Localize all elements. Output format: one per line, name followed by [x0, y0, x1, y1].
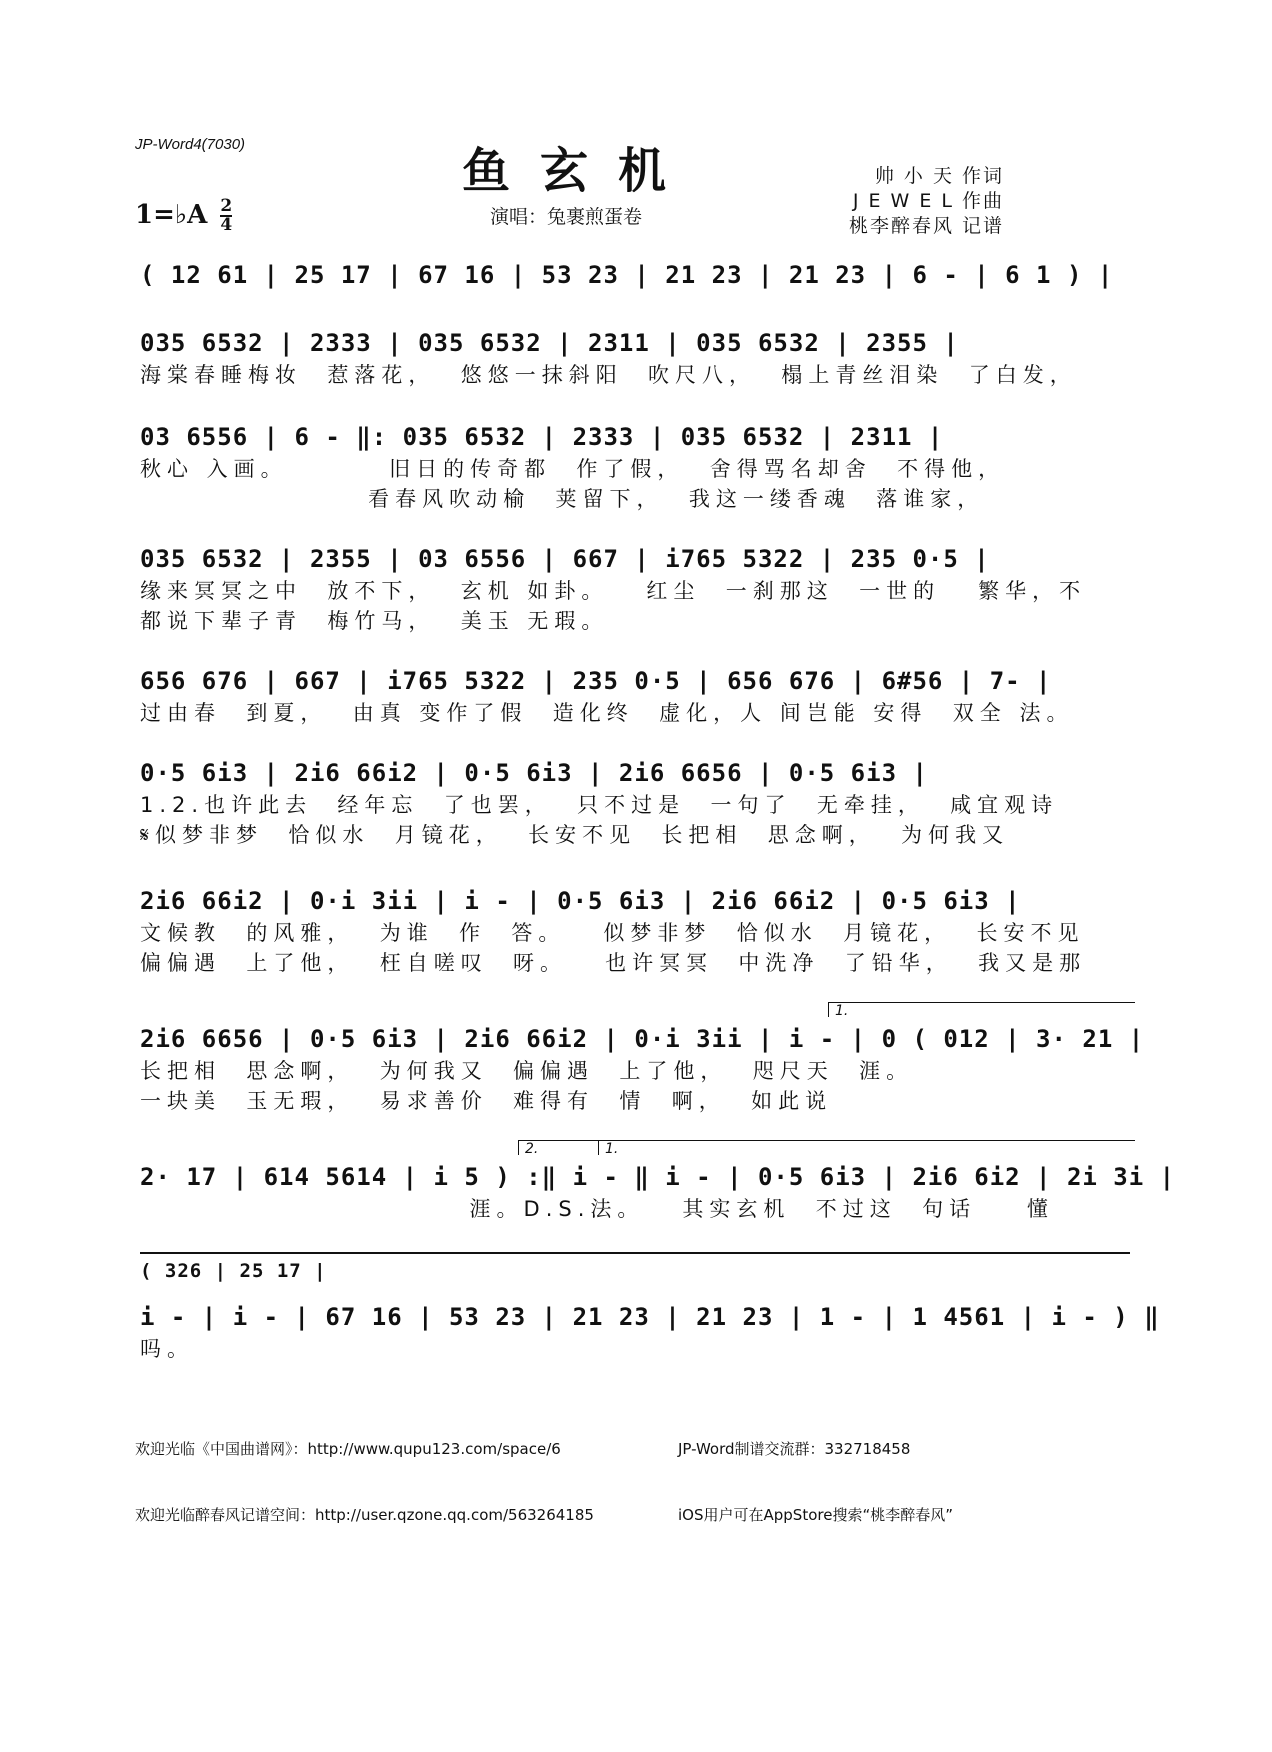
- time-signature: [220, 198, 232, 234]
- lyric-line: 长把相 思念啊， 为何我又 偏偏遇 上了他， 咫尺天 涯。: [140, 1059, 914, 1083]
- score-row: [140, 884, 1132, 978]
- lyric-line: 文候教 的风雅， 为谁 作 答。 似梦非梦 恰似水 月镜花， 长安不见: [140, 921, 1085, 945]
- score-row: [140, 1300, 1160, 1364]
- notes-line: 2· 17 | 614 5614 | i 5 ) :‖ i - ‖ i - | 0·5 6i3 | 2i6 6i2 | 2i 3i |: [140, 1163, 1176, 1191]
- key-label: 1=♭A: [135, 200, 208, 230]
- performer: 演唱：兔裹煎蛋卷: [490, 206, 643, 228]
- volta-bracket: 1.: [598, 1140, 1135, 1155]
- score-row: [140, 420, 1132, 514]
- lyric-line: 偏偏遇 上了他， 枉自嗟叹 呀。 也许冥冥 中洗净 了铅华， 我又是那: [140, 951, 1087, 975]
- score-row: [140, 1160, 1176, 1224]
- lyric-line: 秋心 入画。 旧日的传奇都 作了假， 舍得骂名却舍 不得他，: [140, 457, 1006, 481]
- footer-group: JP-Word制谱交流群：332718458: [678, 1440, 911, 1458]
- score-row-small: [140, 1258, 1132, 1284]
- notes-line: 656 676 | 667 | i765 5322 | 235 0·5 | 656 676 | 6#56 | 7- |: [140, 667, 1052, 695]
- lyric-line: 缘来冥冥之中 放不下， 玄机 如卦。 红尘 一刹那这 一世的 繁华，不: [140, 579, 1087, 603]
- time-top: 2: [220, 196, 233, 216]
- notes-line: ( 326 | 25 17 |: [140, 1260, 327, 1282]
- score-row: [140, 258, 1132, 292]
- footer-link-qzone[interactable]: 欢迎光临醉春风记谱空间：http://user.qzone.qq.com/563264185: [135, 1506, 594, 1524]
- notes-line: 03 6556 | 6 - ‖: 035 6532 | 2333 | 035 6532 | 2311 |: [140, 423, 944, 451]
- lyricist: 帅 小 天 作词: [874, 165, 1004, 187]
- notes-line: i - | i - | 67 16 | 53 23 | 21 23 | 21 23 | 1 - | 1 4561 | i - ) ‖: [140, 1303, 1160, 1331]
- software-label: JP-Word4(7030): [135, 136, 246, 153]
- time-bottom: 4: [220, 215, 233, 235]
- footer-appstore: iOS用户可在AppStore搜索“桃李醉春风”: [678, 1506, 953, 1524]
- score-row: [140, 1022, 1145, 1116]
- lyric-line: 吗。: [140, 1337, 194, 1361]
- score-row: [140, 664, 1132, 728]
- key-signature: [135, 198, 232, 234]
- lyric-line: 看春风吹动榆 荚留下， 我这一缕香魂 落谁家，: [140, 487, 985, 511]
- lyric-line: 1.2.也许此去 经年忘 了也罢， 只不过是 一句了 无牵挂， 咸宜观诗: [140, 793, 1059, 817]
- notes-line: ( 12 61 | 25 17 | 67 16 | 53 23 | 21 23 | 21 23 | 6 - | 6 1 ) |: [140, 261, 1114, 289]
- score-row: [140, 326, 1132, 390]
- lyric-line: 海棠春睡梅妆 惹落花， 悠悠一抹斜阳 吹尺八， 榻上青丝泪染 了白发，: [140, 363, 1077, 387]
- score-row: [140, 756, 1132, 850]
- notes-line: 035 6532 | 2355 | 03 6556 | 667 | i765 5322 | 235 0·5 |: [140, 545, 990, 573]
- lyric-line: 都说下辈子青 梅竹马， 美玉 无瑕。: [140, 609, 609, 633]
- divider: [140, 1252, 1130, 1254]
- volta-bracket: 2.: [518, 1140, 599, 1155]
- page-title: 鱼玄机: [462, 143, 697, 199]
- transcriber: 桃李醉春风 记谱: [848, 215, 1004, 237]
- composer: J E W E L 作曲: [852, 190, 1004, 212]
- credits: [849, 164, 1004, 239]
- lyric-line: 一块美 玉无瑕， 易求善价 难得有 情 啊， 如此说: [140, 1089, 833, 1113]
- notes-line: 2i6 66i2 | 0·i 3ii | i - | 0·5 6i3 | 2i6 66i2 | 0·5 6i3 |: [140, 887, 1021, 915]
- notes-line: 0·5 6i3 | 2i6 66i2 | 0·5 6i3 | 2i6 6656 | 0·5 6i3 |: [140, 759, 928, 787]
- footer-link-qupu[interactable]: 欢迎光临《中国曲谱网》：http://www.qupu123.com/space/6: [135, 1440, 561, 1458]
- lyric-line: 过由春 到夏， 由真 变作了假 造化终 虚化，人 间岂能 安得 双全 法。: [140, 701, 1074, 725]
- notes-line: 035 6532 | 2333 | 035 6532 | 2311 | 035 6532 | 2355 |: [140, 329, 959, 357]
- volta-bracket: 1.: [828, 1002, 1135, 1017]
- notes-line: 2i6 6656 | 0·5 6i3 | 2i6 66i2 | 0·i 3ii | i - | 0 ( 012 | 3· 21 |: [140, 1025, 1145, 1053]
- lyric-line: 涯。D.S.法。 其实玄机 不过这 句话 懂: [140, 1197, 1054, 1221]
- score-row: [140, 542, 1132, 636]
- footer-right: [678, 1394, 953, 1548]
- footer-left: [135, 1394, 594, 1548]
- lyric-line: 𝄋似梦非梦 恰似水 月镜花， 长安不见 长把相 思念啊， 为何我又: [140, 823, 1010, 847]
